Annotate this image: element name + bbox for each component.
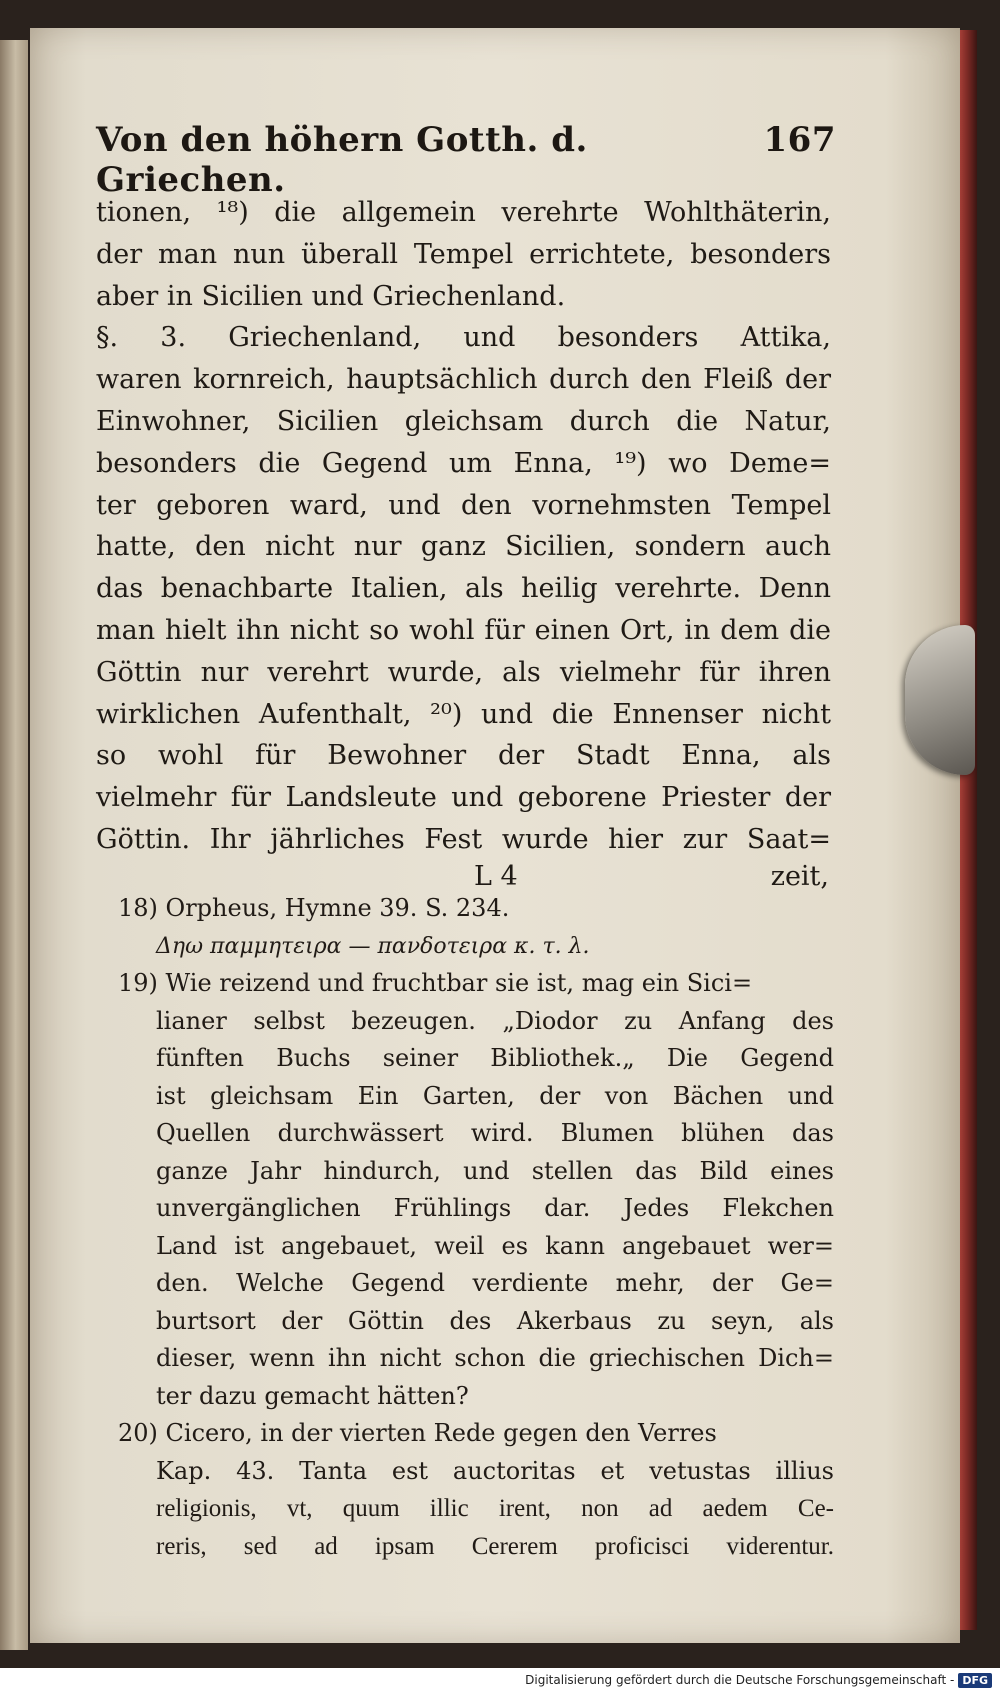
footnote-line: ter dazu gemacht hätten? [156,1381,469,1410]
text-line: der man nun überall Tempel errichtete, besonders [96,238,831,270]
text-line: Einwohner, Sicilien gleichsam durch die Natur, [96,405,831,437]
footnote-line: religionis, vt, quum illic irent, non ad aedem Ce- [156,1495,834,1522]
footnote-line: Land ist angebauet, weil es kann angebauet wer= [156,1231,834,1260]
page-number: 167 [763,120,836,160]
running-title: Von den höhern Gotth. d. Griechen. [96,120,588,200]
footnote-line: Δηω παμμητειρα — πανδοτειρα κ. τ. λ. [156,933,590,959]
footnote-line: den. Welche Gegend verdiente mehr, der Ge= [156,1269,834,1297]
text-line: ter geboren ward, und den vornehmsten Tempel [96,489,831,521]
signature-mark: L 4 [474,860,518,892]
footnote-line: Quellen durchwässert wird. Blumen blühen das [156,1119,834,1147]
footnote-line: 18) Orpheus, Hymne 39. S. 234. [118,894,510,922]
text-line: waren kornreich, hauptsächlich durch den Fleiß der [96,364,831,396]
footnotes [118,890,834,1565]
footnote-line: ganze Jahr hindurch, und stellen das Bild eines [156,1156,834,1185]
footer-bar [0,1668,1000,1692]
text-line: das benachbarte Italien, als heilig verehrte. Denn [96,573,831,605]
text-line: Göttin nur verehrt wurde, als vielmehr für ihren [96,656,831,688]
main-text [96,192,831,903]
footnote-line: burtsort der Göttin des Akerbaus zu seyn, als [156,1306,834,1335]
text-line: wirklichen Aufenthalt, ²⁰) und die Ennenser nicht [96,698,831,730]
footnote-line: ist gleichsam Ein Garten, der von Bächen und [156,1081,834,1110]
facing-page-edge [0,40,28,1650]
text-line: so wohl für Bewohner der Stadt Enna, als [96,740,831,772]
footnote-line: fünften Buchs seiner Bibliothek.„ Die Gegend [156,1044,834,1072]
footnote-line: unvergänglichen Frühlings dar. Jedes Flekchen [156,1194,834,1222]
catchword: zeit, [770,860,829,892]
footer-credit: Digitalisierung gefördert durch die Deutsche Forschungsgemeinschaft - [525,1673,955,1687]
footnote-line: reris, sed ad ipsam Cererem proficisci viderentur. [156,1532,834,1560]
footnote-line: 20) Cicero, in der vierten Rede gegen den Verres [118,1419,717,1447]
footnote-line: dieser, wenn ihn nicht schon die griechischen Dich= [156,1344,834,1372]
footnote-line: 19) Wie reizend und fruchtbar sie ist, mag ein Sici= [118,969,753,997]
body-lines [96,192,831,861]
footnote-line: lianer selbst bezeugen. „Diodor zu Anfang des [156,1006,834,1035]
text-line: vielmehr für Landsleute und geborene Priester der [96,782,831,814]
footnote-line: Kap. 43. Tanta est auctoritas et vetustas illius [156,1456,834,1485]
text-line: §. 3. Griechenland, und besonders Attika, [96,322,831,354]
text-line: hatte, den nicht nur ganz Sicilien, sondern auch [96,531,831,563]
text-line: besonders die Gegend um Enna, ¹⁹) wo Deme= [96,447,831,479]
dfg-logo: DFG [958,1673,992,1688]
text-line: aber in Sicilien und Griechenland. [96,280,566,312]
text-line: Göttin. Ihr jährliches Fest wurde hier zur Saat= [96,823,831,855]
running-head [96,120,836,200]
text-line: man hielt ihn nicht so wohl für einen Ort, in dem die [96,614,831,646]
text-line: tionen, ¹⁸) die allgemein verehrte Wohlthäterin, [96,197,831,228]
